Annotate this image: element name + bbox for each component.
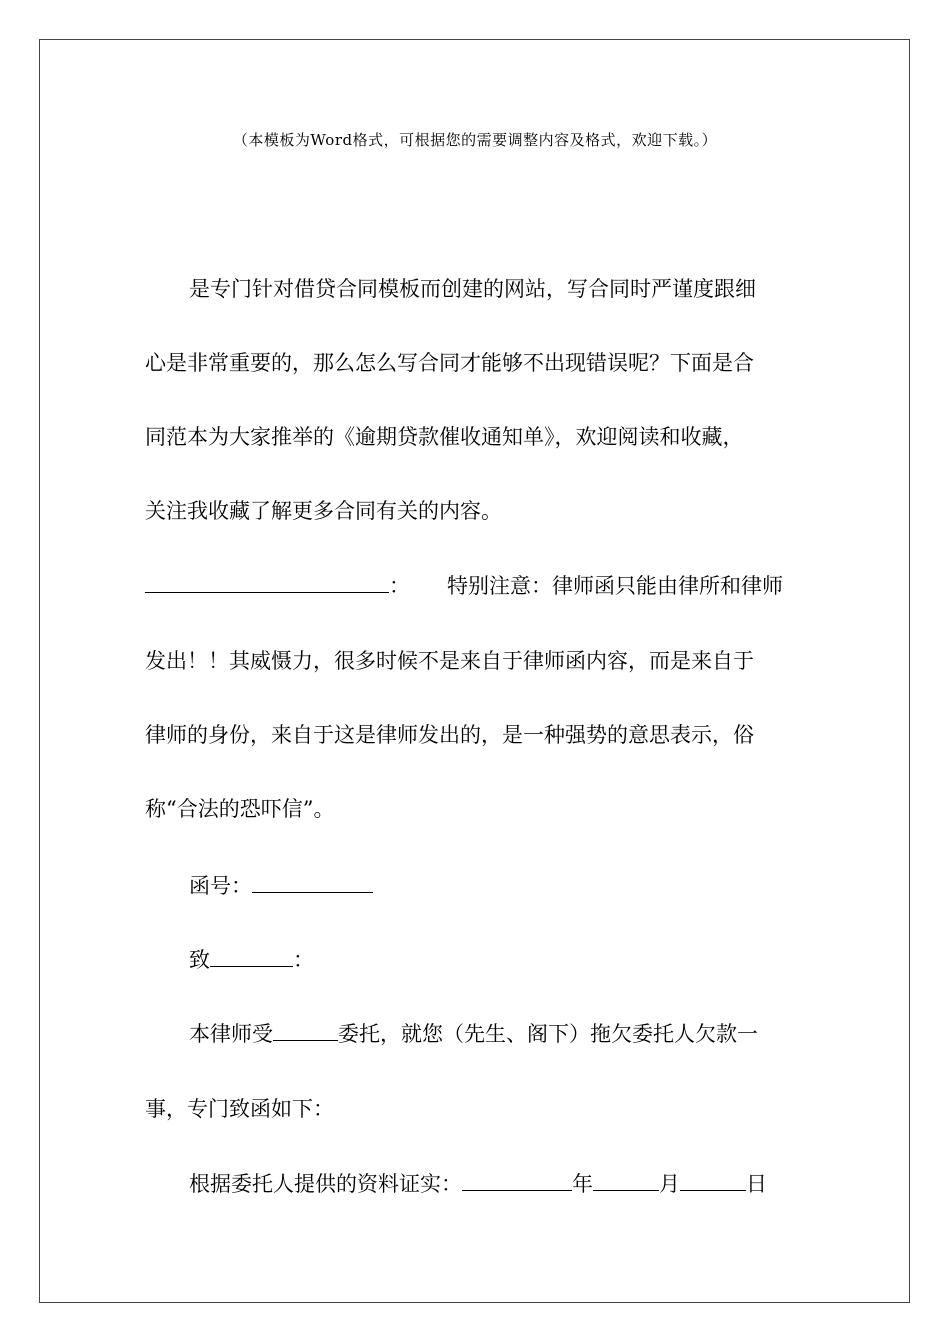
day-blank (680, 1170, 746, 1191)
entrust-suffix: 委托，就您（先生、阁下）拖欠委托人欠款一 (338, 1022, 758, 1046)
entrust-line-2: 事，专门致函如下： (145, 1097, 334, 1121)
template-note: （本模板为Word格式，可根据您的需要调整内容及格式，欢迎下载。） (232, 131, 718, 149)
notice-line-1 (145, 572, 783, 599)
year-blank (462, 1170, 572, 1191)
notice-line-3: 律师的身份，来自于这是律师发出的，是一种强势的意思表示，俗 (145, 723, 754, 747)
notice-heading: 特别注意：律师函只能由律所和律师 (447, 574, 783, 598)
letter-number-blank (252, 872, 373, 893)
intro-line-4: 关注我收藏了解更多合同有关的内容。 (145, 499, 502, 523)
month-blank (593, 1170, 659, 1191)
entrust-prefix: 本律师受 (189, 1022, 273, 1046)
addressee-label: 致 (189, 948, 210, 972)
entrust-line-1 (189, 1020, 758, 1047)
client-blank (273, 1020, 338, 1041)
intro-line-1: 是专门针对借贷合同模板而创建的网站，写合同时严谨度跟细 (189, 277, 756, 301)
intro-line-3: 同范本为大家推举的《逾期贷款催收通知单》，欢迎阅读和收藏， (145, 425, 744, 449)
month-label: 月 (659, 1172, 680, 1196)
day-label: 日 (746, 1172, 767, 1196)
addressee-colon: ： (293, 948, 314, 972)
notice-line-2: 发出！！其威慑力，很多时候不是来自于律师函内容，而是来自于 (145, 649, 754, 673)
addressee-blank (210, 946, 293, 967)
evidence-prefix: 根据委托人提供的资料证实： (189, 1172, 462, 1196)
intro-line-2: 心是非常重要的，那么怎么写合同才能够不出现错误呢？下面是合 (145, 351, 754, 375)
letter-number-label: 函号： (189, 874, 252, 898)
notice-colon: ： (389, 574, 410, 598)
addressee-line (189, 946, 314, 973)
evidence-line (189, 1170, 767, 1197)
recipient-blank (145, 572, 389, 593)
notice-line-4: 称“合法的恐吓信”。 (145, 797, 335, 821)
letter-number-line (189, 872, 373, 899)
year-label: 年 (572, 1172, 593, 1196)
